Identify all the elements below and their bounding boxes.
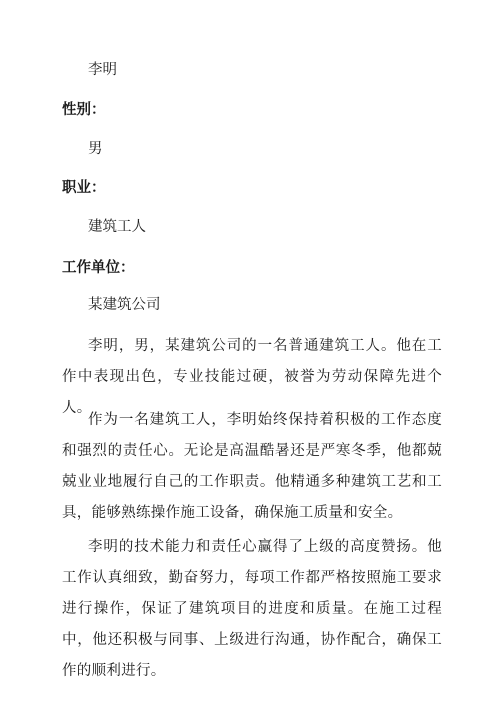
job-value: 建筑工人 — [88, 219, 146, 235]
paragraph-intro: 李明，男，某建筑公司的一名普通建筑工人。他在工作中表现出色，专业技能过硬，被誉为劳动保障先进个人。 — [62, 338, 442, 416]
job-label: 职业： — [62, 179, 106, 196]
paragraph-praise: 李明的技术能力和责任心赢得了上级的高度赞扬。他工作认真细致，勤奋努力，每项工作都严格按照施工要求进行操作，保证了建筑项目的进度和质量。在施工过程中，他还积极与同事、上级进行沟通，协作配合，确保工作的顺利进行。 — [62, 539, 442, 679]
employer-value: 某建筑公司 — [88, 297, 161, 313]
employer-label: 工作单位： — [62, 259, 135, 276]
gender-value: 男 — [88, 141, 103, 157]
name-value: 李明 — [88, 62, 117, 78]
paragraph-attitude: 作为一名建筑工人，李明始终保持着积极的工作态度和强烈的责任心。无论是高温酷暑还是严寒冬季，他都兢兢业业地履行自己的工作职责。他精通多种建筑工艺和工具，能够熟练操作施工设备，确保施工质量和安全。 — [62, 412, 442, 521]
gender-label: 性别： — [62, 101, 106, 118]
